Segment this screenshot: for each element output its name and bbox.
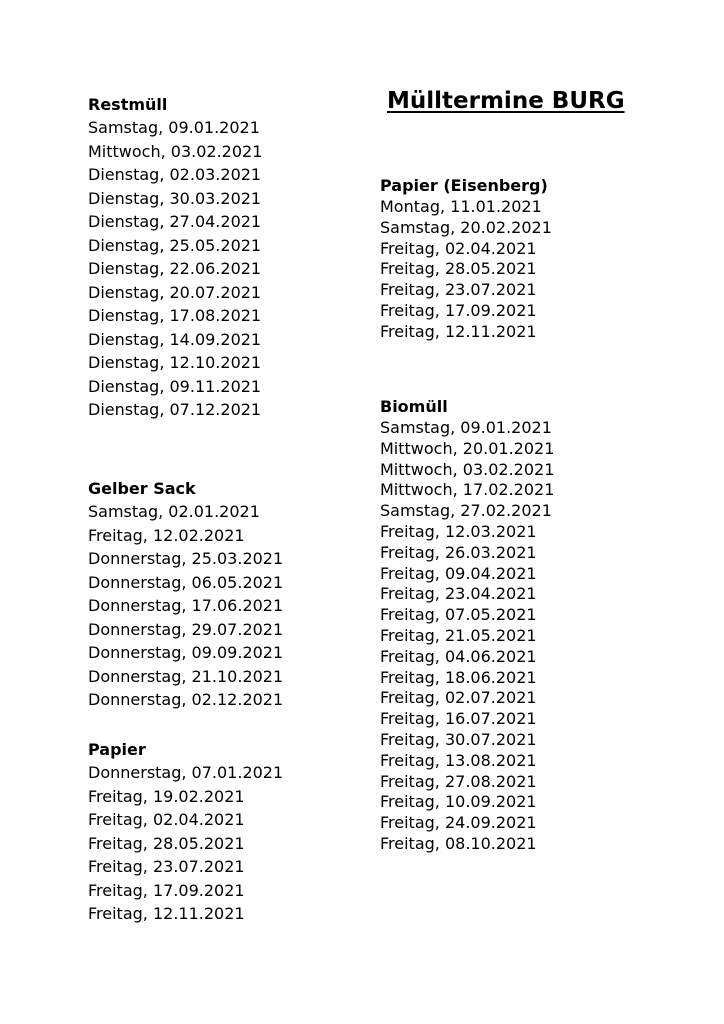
date-entry: Donnerstag, 29.07.2021 — [88, 619, 284, 639]
date-entry: Dienstag, 30.03.2021 — [88, 188, 262, 208]
section-biomuell — [380, 396, 554, 860]
date-entry: Dienstag, 25.05.2021 — [88, 235, 262, 255]
date-entry: Freitag, 02.07.2021 — [380, 688, 537, 708]
date-entry: Freitag, 09.04.2021 — [380, 563, 537, 583]
section-heading-biomuell: Biomüll — [380, 397, 448, 416]
date-entry: Donnerstag, 25.03.2021 — [88, 549, 284, 568]
date-entry: Freitag, 28.05.2021 — [88, 833, 245, 853]
date-entry: Mittwoch, 20.01.2021 — [380, 438, 555, 458]
date-entry: Dienstag, 27.04.2021 — [88, 212, 262, 231]
date-entry: Donnerstag, 06.05.2021 — [88, 572, 284, 592]
date-entry: Freitag, 26.03.2021 — [380, 542, 537, 562]
section-gelber-sack — [88, 478, 283, 712]
date-entry: Samstag, 20.02.2021 — [380, 217, 552, 237]
date-entry: Dienstag, 14.09.2021 — [88, 329, 262, 349]
section-papier-eisenberg — [380, 175, 552, 343]
date-list-gelber-sack — [88, 500, 283, 712]
date-entry: Donnerstag, 17.06.2021 — [88, 596, 284, 615]
date-entry: Samstag, 27.02.2021 — [380, 501, 552, 521]
date-list-papier-eisenberg — [380, 197, 552, 343]
date-entry: Montag, 11.01.2021 — [380, 197, 542, 216]
section-restmuell — [88, 94, 262, 422]
page-title: Mülltermine BURG — [387, 88, 625, 114]
date-entry: Freitag, 23.07.2021 — [88, 857, 245, 876]
date-entry: Freitag, 08.10.2021 — [380, 833, 537, 853]
date-entry: Freitag, 07.05.2021 — [380, 605, 537, 625]
date-entry: Dienstag, 07.12.2021 — [88, 400, 262, 419]
date-entry: Donnerstag, 07.01.2021 — [88, 763, 284, 782]
date-entry: Freitag, 18.06.2021 — [380, 667, 537, 687]
date-entry: Dienstag, 17.08.2021 — [88, 306, 262, 325]
date-entry: Freitag, 02.04.2021 — [380, 238, 537, 258]
date-entry: Freitag, 27.08.2021 — [380, 771, 537, 791]
section-heading-restmuell: Restmüll — [88, 95, 168, 114]
date-entry: Freitag, 23.04.2021 — [380, 584, 537, 604]
date-entry: Freitag, 23.07.2021 — [380, 280, 537, 300]
date-entry: Freitag, 02.04.2021 — [88, 810, 245, 829]
section-heading-papier-eisenberg: Papier (Eisenberg) — [380, 176, 548, 195]
date-entry: Freitag, 30.07.2021 — [380, 729, 537, 749]
date-entry: Freitag, 12.11.2021 — [380, 321, 537, 341]
date-entry: Dienstag, 12.10.2021 — [88, 353, 262, 372]
date-entry: Mittwoch, 03.02.2021 — [380, 459, 555, 479]
date-entry: Mittwoch, 17.02.2021 — [380, 480, 555, 500]
date-entry: Samstag, 09.01.2021 — [380, 418, 552, 437]
date-entry: Freitag, 12.03.2021 — [380, 521, 537, 541]
date-entry: Freitag, 17.09.2021 — [380, 300, 537, 320]
date-entry: Mittwoch, 03.02.2021 — [88, 141, 263, 161]
date-entry: Dienstag, 09.11.2021 — [88, 376, 262, 396]
date-entry: Freitag, 21.05.2021 — [380, 625, 537, 645]
date-entry: Freitag, 24.09.2021 — [380, 813, 537, 833]
date-entry: Freitag, 28.05.2021 — [380, 259, 537, 279]
date-entry: Freitag, 10.09.2021 — [380, 792, 537, 812]
date-entry: Freitag, 19.02.2021 — [88, 786, 245, 806]
date-list-biomuell — [380, 418, 554, 855]
date-entry: Dienstag, 22.06.2021 — [88, 259, 262, 278]
date-entry: Samstag, 09.01.2021 — [88, 118, 260, 137]
section-heading-gelber-sack: Gelber Sack — [88, 479, 196, 498]
date-entry: Dienstag, 20.07.2021 — [88, 282, 262, 302]
date-list-restmuell — [88, 116, 262, 422]
section-heading-papier: Papier — [88, 740, 146, 759]
date-entry: Freitag, 17.09.2021 — [88, 880, 245, 900]
date-entry: Freitag, 12.02.2021 — [88, 525, 245, 545]
date-entry: Freitag, 04.06.2021 — [380, 646, 537, 666]
date-entry: Freitag, 12.11.2021 — [88, 904, 245, 923]
date-entry: Donnerstag, 02.12.2021 — [88, 690, 284, 709]
date-entry: Donnerstag, 09.09.2021 — [88, 643, 284, 662]
date-entry: Freitag, 16.07.2021 — [380, 709, 537, 729]
date-entry: Samstag, 02.01.2021 — [88, 502, 260, 521]
date-entry: Freitag, 13.08.2021 — [380, 750, 537, 770]
date-list-papier — [88, 761, 283, 926]
date-entry: Donnerstag, 21.10.2021 — [88, 666, 284, 686]
section-papier — [88, 739, 283, 926]
date-entry: Dienstag, 02.03.2021 — [88, 165, 262, 184]
